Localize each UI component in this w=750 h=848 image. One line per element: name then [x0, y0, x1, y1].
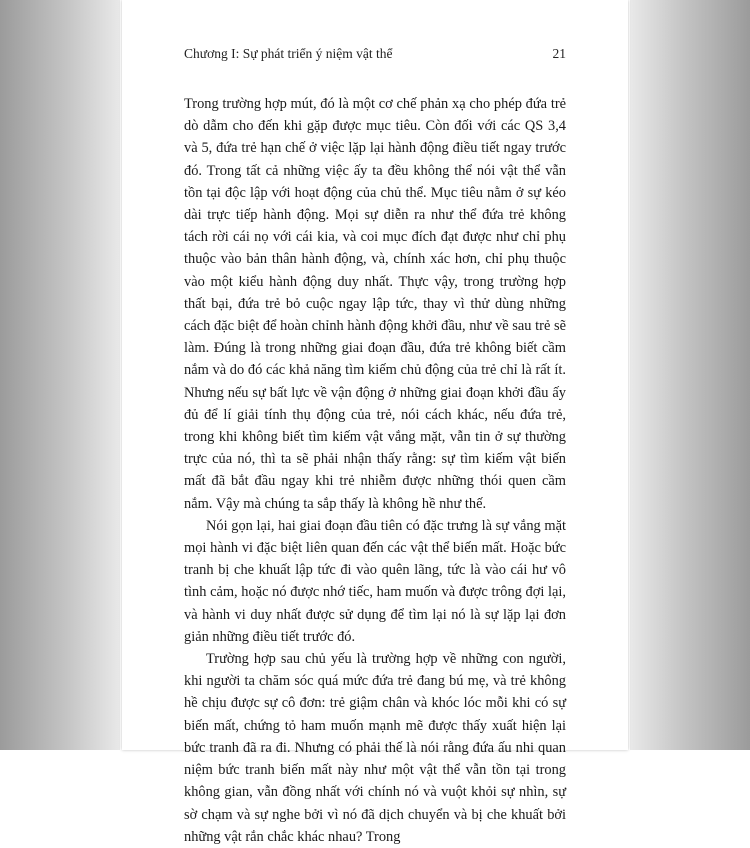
book-page: [122, 0, 628, 845]
body-text: [184, 93, 566, 848]
paragraph-1: Trong trường hợp mút, đó là một cơ chế phản xạ cho phép đứa trẻ dò dẫm cho đến khi gặp được mục tiêu. Còn đối với các QS 3,4 và 5, đứa trẻ hạn chế ở việc lặp lại hành động điều tiết ngay trước đó. Trong tất cả những việc ấy ta đều không thể nói vật thể vẫn tồn tại độc lập với hoạt động của chủ thể. Mục tiêu nằm ở sự kéo dài trực tiếp hành động. Mọi sự diễn ra như thể đứa trẻ không tách rời cái nọ với cái kia, và coi mục đích đạt được như chỉ phụ thuộc vào bản thân hành động, và, chính xác hơn, chỉ phụ thuộc vào một kiểu hành động duy nhất. Thực vậy, trong trường hợp thất bại, đứa trẻ bỏ cuộc ngay lập tức, thay vì thử dùng những cách đặc biệt để hoàn chỉnh hành động khởi đầu, như về sau trẻ sẽ làm. Đúng là trong những giai đoạn đầu, đứa trẻ không biết cầm nắm và do đó các khả năng tìm kiếm chủ động của trẻ chỉ là rất ít. Nhưng nếu sự bất lực về vận động ở những giai đoạn khởi đầu ấy đủ để lí giải tính thụ động của trẻ, nói cách khác, nếu đứa trẻ, trong khi không biết tìm kiếm vật vắng mặt, vẫn tin ở sự thường trực của nó, thì ta sẽ phải nhận thấy rằng: sự tìm kiếm vật biến mất đã bắt đầu ngay khi trẻ nhiễm được những thói quen cầm nắm. Vậy mà chúng ta sắp thấy là không hề như thế.: [184, 96, 566, 512]
paragraph-2: Nói gọn lại, hai giai đoạn đầu tiên có đặc trưng là sự vắng mặt mọi hành vi đặc biệt liên quan đến các vật thể biến mất. Hoặc bức tranh bị che khuất lập tức đi vào quên lãng, tức là vào cái hư vô tình cảm, hoặc nó được nhớ tiếc, ham muốn và được trông đợi lại, và hành vi duy nhất được sử dụng để tìm lại nó là sự lặp lại đơn giản những điều tiết trước đó.: [184, 517, 566, 645]
page-number: 21: [552, 46, 566, 61]
book-gutter-shadow-right: [630, 0, 750, 750]
chapter-title: Chương I: Sự phát triển ý niệm vật thể: [184, 46, 393, 61]
book-gutter-shadow-left: [0, 0, 120, 750]
running-header: [184, 46, 566, 62]
paragraph-3: Trường hợp sau chủ yếu là trường hợp về những con người, khi người ta chăm sóc quá mức đứa trẻ đang bú mẹ, và trẻ không hề chịu được sự cô đơn: trẻ giậm chân và khóc lóc mỗi khi có sự biến mất, chứng tỏ ham muốn mạnh mẽ được thấy xuất hiện lại bức tranh đã ra đi. Nhưng có phải thế là nói rằng đứa ấu nhi quan niệm bức tranh biến mất này như một vật thể vẫn tồn tại trong không gian, vẫn đồng nhất với chính nó và vuột khỏi sự nhìn, sự sờ chạm và sự nghe bởi vì nó đã dịch chuyển và bị che khuất bởi những vật rắn chắc khác nhau? Trong: [184, 651, 566, 845]
